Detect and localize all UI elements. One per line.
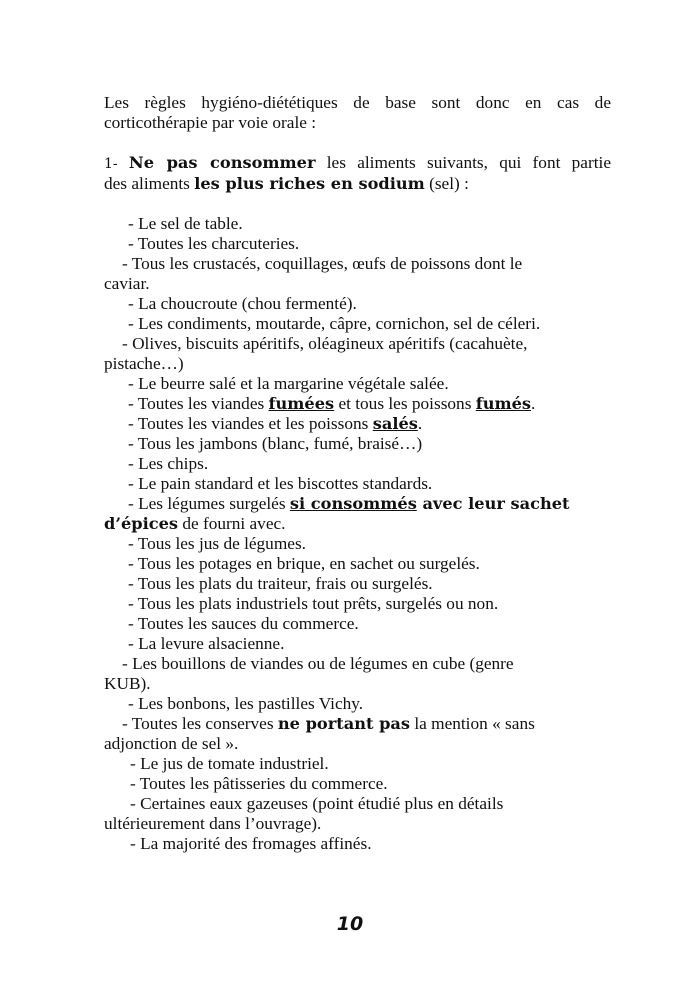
list-item: - Tous les crustacés, coquillages, œufs de poissons dont le xyxy=(122,254,523,273)
list-item xyxy=(104,394,611,414)
item-text: - Toutes les conserves xyxy=(122,714,278,733)
list-item: - Tous les plats du traiteur, frais ou surgelés. xyxy=(128,574,433,593)
bold-phrase: d’épices xyxy=(104,514,178,533)
list-item-continuation: adjonction de sel ». xyxy=(104,734,239,753)
item-text: - Les légumes surgelés xyxy=(128,494,290,513)
rule-1-text-3: (sel) : xyxy=(424,174,469,193)
underlined-term: fumés xyxy=(475,394,532,413)
rule-1-text-1: les aliments suivants, qui font partie xyxy=(315,153,611,172)
rule-1-bold-sodium: les plus riches en sodium xyxy=(194,174,425,193)
list-item: - Les condiments, moutarde, câpre, cornichon, sel de céleri. xyxy=(128,314,541,333)
list-item xyxy=(104,414,611,434)
item-text: . xyxy=(531,394,536,413)
list-item: - Les bouillons de viandes ou de légumes en cube (genre xyxy=(122,654,514,673)
list-item xyxy=(104,714,611,734)
intro-paragraph xyxy=(104,93,611,133)
item-text: la mention « sans xyxy=(410,714,535,733)
list-item: - Toutes les charcuteries. xyxy=(128,234,300,253)
list-item: - Le sel de table. xyxy=(128,214,243,233)
body-text xyxy=(104,93,611,854)
list-item: - Toutes les sauces du commerce. xyxy=(128,614,359,633)
list-item-continuation: KUB). xyxy=(104,674,151,693)
page-number: 10 xyxy=(336,913,364,935)
list-item: - Toutes les pâtisseries du commerce. xyxy=(130,774,388,793)
rule-1-bold-phrase: Ne pas consommer xyxy=(128,153,316,172)
list-item: - Tous les plats industriels tout prêts, surgelés ou non. xyxy=(128,594,499,613)
list-item xyxy=(104,494,611,514)
list-item: - Tous les jus de légumes. xyxy=(128,534,306,553)
list-item: - Les bonbons, les pastilles Vichy. xyxy=(128,694,364,713)
rule-number: 1- xyxy=(104,156,118,172)
list-item: - La choucroute (chou fermenté). xyxy=(128,294,357,313)
item-text: - Toutes les viandes et les poissons xyxy=(128,414,373,433)
list-item-continuation: pistache…) xyxy=(104,354,184,373)
rule-1-paragraph xyxy=(104,153,611,194)
list-item: - Tous les potages en brique, en sachet ou surgelés. xyxy=(128,554,480,573)
rule-1-text-2: des aliments xyxy=(104,174,195,193)
bold-phrase: ne portant pas xyxy=(277,714,411,733)
list-item: - Le pain standard et les biscottes standards. xyxy=(128,474,433,493)
list-item-continuation xyxy=(104,514,611,534)
underlined-term: si consommés xyxy=(289,494,417,513)
list-item: - Les chips. xyxy=(128,454,209,473)
list-item: - La levure alsacienne. xyxy=(128,634,285,653)
spacer xyxy=(104,133,611,153)
list-item-continuation: caviar. xyxy=(104,274,150,293)
item-text: de fourni avec. xyxy=(178,514,286,533)
item-text: - Toutes les viandes xyxy=(128,394,269,413)
intro-line-1: Les règles hygiéno-diététiques de base sont donc en cas de xyxy=(104,93,611,112)
bold-phrase: avec leur sachet xyxy=(416,494,570,513)
list-item: - Certaines eaux gazeuses (point étudié plus en détails xyxy=(130,794,504,813)
item-text: et tous les poissons xyxy=(334,394,476,413)
spacer xyxy=(104,194,611,214)
rule-1-line-1 xyxy=(104,153,611,174)
intro-line-2: corticothérapie par voie orale : xyxy=(104,113,317,132)
list-item-continuation: ultérieurement dans l’ouvrage). xyxy=(104,814,322,833)
list-item: - La majorité des fromages affinés. xyxy=(130,834,372,853)
list-item: - Le beurre salé et la margarine végétale salée. xyxy=(128,374,449,393)
list-item: - Le jus de tomate industriel. xyxy=(130,754,329,773)
rule-1-line-2 xyxy=(104,174,611,194)
underlined-term: salés xyxy=(372,414,418,433)
item-text: . xyxy=(417,414,423,433)
list-item: - Olives, biscuits apéritifs, oléagineux apéritifs (cacahuète, xyxy=(122,334,528,353)
underlined-term: fumées xyxy=(268,394,335,413)
food-list xyxy=(104,214,611,854)
list-item: - Tous les jambons (blanc, fumé, braisé…) xyxy=(128,434,423,453)
